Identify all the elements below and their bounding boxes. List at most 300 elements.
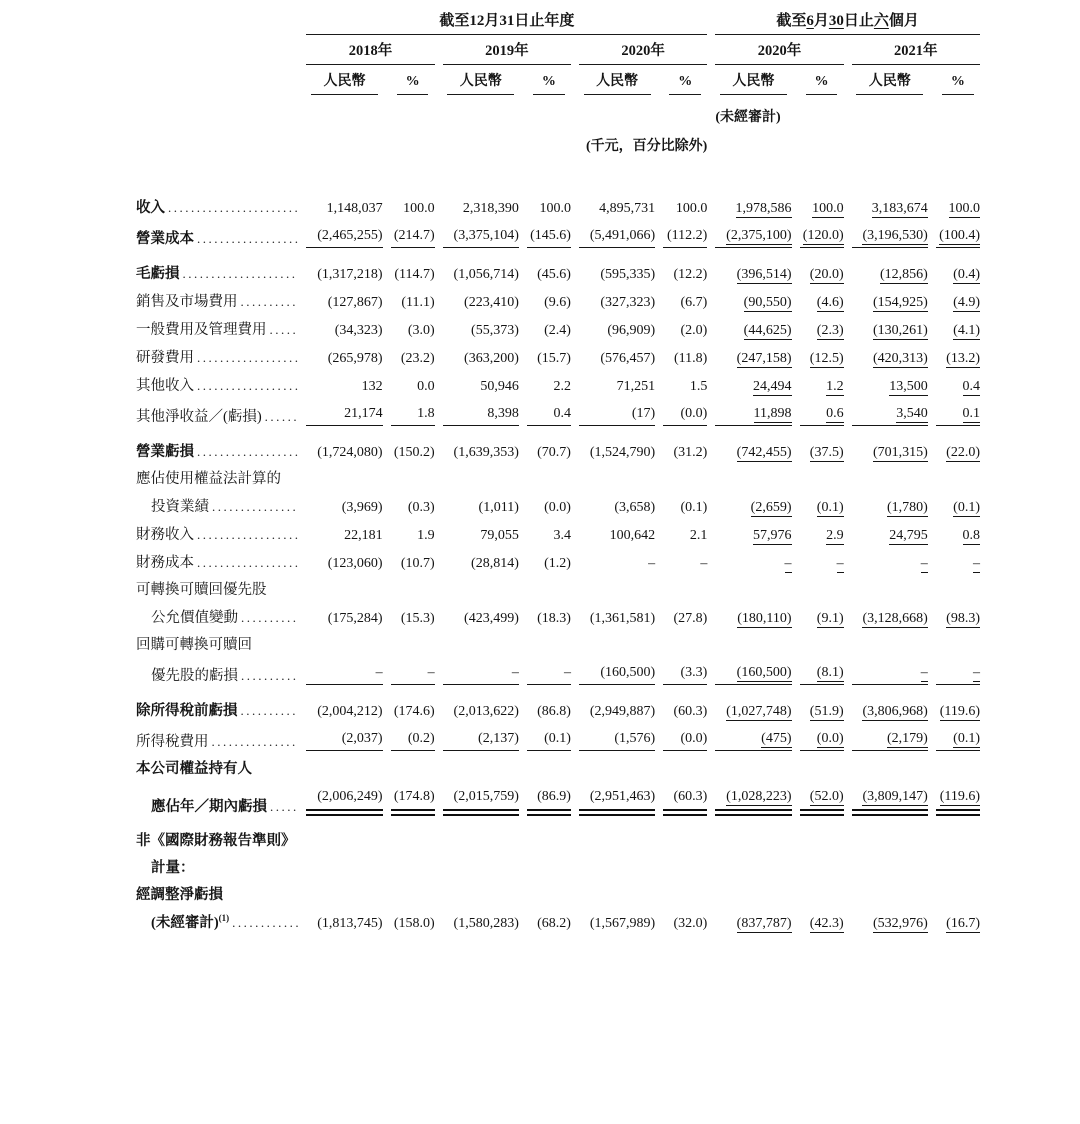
value-cell bbox=[707, 878, 791, 905]
subtotal-rule bbox=[579, 750, 655, 751]
value-cell bbox=[298, 628, 382, 655]
value-cell: 0.4 bbox=[519, 396, 571, 427]
value-cell: (3.3) bbox=[655, 655, 707, 686]
value-cell: (2,037) bbox=[298, 721, 382, 752]
dot-leader bbox=[197, 526, 298, 544]
value-cell: – bbox=[928, 655, 980, 686]
subtotal-rule bbox=[663, 684, 707, 685]
value-cell: (0.0) bbox=[655, 721, 707, 752]
value-cell bbox=[435, 817, 519, 851]
value-cell: (32.0) bbox=[673, 916, 708, 931]
value-cell: 0.1 bbox=[928, 396, 980, 427]
value-cell: (127,867) bbox=[327, 295, 383, 310]
subtotal-rule bbox=[715, 750, 791, 751]
value-cell: – bbox=[519, 655, 571, 686]
value-cell: (3.0) bbox=[407, 323, 435, 338]
value-cell bbox=[571, 628, 655, 655]
value-cell bbox=[435, 462, 519, 489]
period-header-annual bbox=[298, 6, 707, 36]
value-cell bbox=[792, 851, 844, 878]
value-cell: 0.8 bbox=[962, 528, 980, 543]
row-label: 其他淨收益／(虧損) ..... bbox=[128, 396, 298, 427]
year-header-2018: 2018年 bbox=[298, 36, 434, 66]
value-cell bbox=[519, 752, 571, 779]
table-row bbox=[128, 190, 980, 218]
value-cell: (123,060) bbox=[327, 556, 383, 571]
value-cell: (0.1) bbox=[953, 500, 980, 515]
dot-leader bbox=[212, 733, 299, 751]
value-cell: (120.0) bbox=[792, 218, 844, 249]
value-cell: (119.6) bbox=[928, 779, 980, 817]
value-cell: (2.4) bbox=[544, 323, 571, 338]
dot-leader bbox=[197, 377, 298, 395]
value-cell bbox=[298, 878, 382, 905]
row-label: 除所得稅前虧損 ..... bbox=[128, 686, 298, 721]
value-cell: 100.0 bbox=[539, 201, 571, 216]
value-cell: (9.6) bbox=[544, 295, 571, 310]
value-cell: (70.7) bbox=[537, 445, 571, 460]
period-annual-label: 截至12月31日止年度 bbox=[439, 13, 575, 29]
dot-leader bbox=[197, 349, 298, 367]
subtotal-rule bbox=[800, 684, 844, 685]
value-cell: 100.0 bbox=[403, 201, 435, 216]
value-cell: (1,639,353) bbox=[453, 445, 519, 460]
value-cell: (4.9) bbox=[953, 295, 980, 310]
subtotal-rule bbox=[527, 247, 571, 248]
value-cell bbox=[519, 878, 571, 905]
value-cell bbox=[928, 851, 980, 878]
value-cell: (17) bbox=[571, 396, 655, 427]
value-cell bbox=[383, 628, 435, 655]
value-cell bbox=[571, 462, 655, 489]
value-cell: 50,946 bbox=[480, 379, 519, 394]
dot-leader bbox=[241, 702, 299, 720]
value-cell: 11,898 bbox=[707, 396, 791, 427]
value-cell: 13,500 bbox=[889, 379, 928, 394]
year-header-2020: 2020年 bbox=[571, 36, 707, 66]
value-cell: 24,795 bbox=[889, 528, 928, 543]
table-row bbox=[128, 628, 980, 655]
value-cell: (158.0) bbox=[393, 916, 435, 931]
value-cell bbox=[383, 752, 435, 779]
value-cell bbox=[383, 817, 435, 851]
value-cell: (90,550) bbox=[743, 295, 792, 310]
row-label: 可轉換可贖回優先股 bbox=[136, 582, 267, 598]
value-cell: (2,006,249) bbox=[298, 779, 382, 817]
value-cell: (2,179) bbox=[844, 721, 928, 752]
value-cell: (3,375,104) bbox=[435, 218, 519, 249]
value-cell: (60.3) bbox=[673, 704, 708, 719]
total-double-rule bbox=[663, 809, 707, 816]
value-cell bbox=[844, 851, 928, 878]
value-cell: (4.1) bbox=[953, 323, 980, 338]
value-cell: (130,261) bbox=[872, 323, 928, 338]
value-cell: 2.1 bbox=[689, 528, 708, 543]
row-label: 優先股的虧損 ..... bbox=[128, 655, 298, 686]
row-label: 營業成本 ..... bbox=[128, 218, 298, 249]
value-cell bbox=[519, 817, 571, 851]
table-row bbox=[128, 878, 980, 905]
value-cell: (180,110) bbox=[737, 611, 792, 626]
value-cell: (0.4) bbox=[953, 267, 980, 282]
table-row bbox=[128, 600, 980, 628]
value-cell bbox=[707, 628, 791, 655]
dot-leader bbox=[241, 609, 298, 627]
value-cell: 0.0 bbox=[417, 379, 435, 394]
value-cell bbox=[435, 851, 519, 878]
subtotal-rule bbox=[852, 750, 928, 751]
value-cell: (595,335) bbox=[600, 267, 656, 282]
subtotal-rule bbox=[527, 684, 571, 685]
value-cell bbox=[571, 573, 655, 600]
subtotal-rule bbox=[391, 750, 435, 751]
subtotal-rule bbox=[579, 247, 655, 248]
value-cell bbox=[298, 752, 382, 779]
table-row bbox=[128, 517, 980, 545]
value-cell bbox=[298, 462, 382, 489]
subtotal-rule bbox=[936, 247, 980, 248]
value-cell bbox=[707, 752, 791, 779]
value-cell: 1,978,586 bbox=[735, 201, 792, 216]
subtotal-rule bbox=[443, 684, 519, 685]
value-cell: (175,284) bbox=[327, 611, 383, 626]
value-cell bbox=[928, 878, 980, 905]
value-cell: (4.6) bbox=[816, 295, 844, 310]
total-double-rule bbox=[715, 809, 791, 816]
value-cell: (1,028,223) bbox=[707, 779, 791, 817]
value-cell bbox=[844, 573, 928, 600]
dot-leader bbox=[168, 199, 298, 217]
value-cell: (5,491,066) bbox=[571, 218, 655, 249]
value-cell: (51.9) bbox=[809, 704, 844, 719]
value-cell: (45.6) bbox=[537, 267, 571, 282]
value-cell: (1,580,283) bbox=[453, 916, 519, 931]
value-cell: – bbox=[648, 556, 656, 571]
subtotal-rule bbox=[306, 247, 382, 248]
value-cell: (34,323) bbox=[334, 323, 383, 338]
row-label: 應佔使用權益法計算的 bbox=[136, 471, 281, 487]
value-cell bbox=[655, 628, 707, 655]
value-cell: (98.3) bbox=[946, 611, 980, 626]
value-cell: (1,317,218) bbox=[317, 267, 383, 282]
value-cell: (119.6) bbox=[939, 704, 980, 719]
dot-leader bbox=[265, 408, 299, 426]
row-label: 財務收入 ..... bbox=[128, 517, 298, 545]
value-cell: 22,181 bbox=[344, 528, 383, 543]
unit-header-percent: % bbox=[655, 66, 707, 96]
table-row bbox=[128, 396, 980, 427]
table-row bbox=[128, 249, 980, 284]
value-cell: (363,200) bbox=[464, 351, 519, 366]
value-cell bbox=[298, 851, 382, 878]
value-cell bbox=[383, 462, 435, 489]
value-cell bbox=[383, 878, 435, 905]
row-label: 所得稅費用 ..... bbox=[128, 721, 298, 752]
value-cell: (15.3) bbox=[400, 611, 435, 626]
value-cell bbox=[435, 573, 519, 600]
row-label: 一般費用及管理費用 ..... bbox=[128, 312, 298, 340]
value-cell bbox=[519, 628, 571, 655]
dot-leader bbox=[270, 321, 299, 339]
value-cell bbox=[655, 462, 707, 489]
value-cell: – bbox=[435, 655, 519, 686]
value-cell: (11.1) bbox=[401, 295, 435, 310]
dot-leader bbox=[183, 265, 299, 283]
value-cell: (1,361,581) bbox=[589, 611, 656, 626]
value-cell: 1.2 bbox=[826, 379, 844, 394]
dot-leader bbox=[197, 554, 298, 572]
table-row bbox=[128, 312, 980, 340]
value-cell: 100.0 bbox=[812, 201, 844, 216]
value-cell: (114.7) bbox=[394, 267, 435, 282]
value-cell: (12.5) bbox=[809, 351, 844, 366]
total-double-rule bbox=[800, 809, 844, 816]
value-cell: (214.7) bbox=[383, 218, 435, 249]
footnote-marker: (1) bbox=[218, 913, 230, 924]
unit-note: (千元，百分比除外) bbox=[585, 139, 708, 154]
subtotal-rule bbox=[527, 750, 571, 751]
value-cell bbox=[928, 817, 980, 851]
unaudited-note: (未經審計) bbox=[715, 110, 781, 125]
value-cell: (11.8) bbox=[674, 351, 708, 366]
value-cell: (22.0) bbox=[946, 445, 980, 460]
value-cell: 71,251 bbox=[616, 379, 656, 394]
table-row bbox=[128, 752, 980, 779]
value-cell bbox=[792, 628, 844, 655]
financial-summary-table bbox=[128, 6, 980, 933]
table-row bbox=[128, 573, 980, 600]
total-double-rule bbox=[936, 809, 980, 816]
value-cell: – bbox=[383, 655, 435, 686]
total-double-rule bbox=[443, 809, 519, 816]
value-cell: (55,373) bbox=[471, 323, 519, 338]
value-cell: (160,500) bbox=[707, 655, 791, 686]
row-label: 銷售及市場費用 ..... bbox=[128, 284, 298, 312]
total-double-rule bbox=[579, 809, 655, 816]
value-cell: (223,410) bbox=[464, 295, 519, 310]
subtotal-rule bbox=[391, 247, 435, 248]
value-cell: (2,659) bbox=[750, 500, 792, 515]
value-cell: (0.0) bbox=[792, 721, 844, 752]
value-cell bbox=[844, 878, 928, 905]
value-cell bbox=[792, 752, 844, 779]
value-cell: (0.0) bbox=[544, 500, 571, 515]
unit-header-currency: 人民幣 bbox=[707, 66, 791, 96]
row-label: 營業虧損 ..... bbox=[128, 427, 298, 462]
unit-header-currency: 人民幣 bbox=[571, 66, 655, 96]
table-body bbox=[128, 190, 980, 933]
value-cell: (28,814) bbox=[471, 556, 519, 571]
subtotal-rule bbox=[579, 684, 655, 685]
value-cell: 21,174 bbox=[298, 396, 382, 427]
value-cell: (37.5) bbox=[809, 445, 844, 460]
row-label: 研發費用 ..... bbox=[128, 340, 298, 368]
value-cell bbox=[519, 851, 571, 878]
value-cell: (112.2) bbox=[655, 218, 707, 249]
row-label: (未經審計)$^{(1)}$ ..... bbox=[128, 905, 298, 933]
value-cell: (160,500) bbox=[571, 655, 655, 686]
value-cell: (23.2) bbox=[400, 351, 435, 366]
value-cell: (0.1) bbox=[928, 721, 980, 752]
subtotal-rule bbox=[936, 750, 980, 751]
value-cell: 2.2 bbox=[553, 379, 571, 394]
value-cell: 4,895,731 bbox=[599, 201, 656, 216]
value-cell: (18.3) bbox=[537, 611, 571, 626]
value-cell bbox=[298, 573, 382, 600]
value-cell: (3,806,968) bbox=[862, 704, 928, 719]
value-cell: (742,455) bbox=[736, 445, 792, 460]
value-cell: (1,011) bbox=[478, 500, 519, 515]
subtotal-rule bbox=[852, 247, 928, 248]
value-cell bbox=[792, 573, 844, 600]
header-spacer bbox=[128, 156, 980, 190]
value-cell: (86.9) bbox=[519, 779, 571, 817]
value-cell bbox=[707, 573, 791, 600]
dot-leader bbox=[270, 798, 298, 816]
value-cell bbox=[571, 752, 655, 779]
table-row bbox=[128, 489, 980, 517]
table-row bbox=[128, 721, 980, 752]
value-cell: (0.1) bbox=[816, 500, 844, 515]
value-cell: (1,813,745) bbox=[317, 916, 383, 931]
table-row bbox=[128, 779, 980, 817]
subtotal-rule bbox=[936, 684, 980, 685]
subtotal-rule bbox=[663, 750, 707, 751]
subtotal-rule bbox=[936, 425, 980, 426]
value-cell: (420,313) bbox=[872, 351, 928, 366]
value-cell: (1.2) bbox=[544, 556, 571, 571]
value-cell: (396,514) bbox=[736, 267, 792, 282]
value-cell bbox=[519, 573, 571, 600]
value-cell: 2.9 bbox=[826, 528, 844, 543]
value-cell: 1,148,037 bbox=[326, 201, 383, 216]
row-label: 財務成本 ..... bbox=[128, 545, 298, 573]
value-cell: (2,004,212) bbox=[317, 704, 383, 719]
value-cell bbox=[435, 878, 519, 905]
value-cell bbox=[928, 628, 980, 655]
value-cell bbox=[298, 817, 382, 851]
table-row bbox=[128, 545, 980, 573]
value-cell: (1,524,790) bbox=[589, 445, 656, 460]
value-cell: 24,494 bbox=[753, 379, 792, 394]
total-double-rule bbox=[527, 809, 571, 816]
value-cell: (2,465,255) bbox=[298, 218, 382, 249]
value-cell: (60.3) bbox=[655, 779, 707, 817]
value-cell: (52.0) bbox=[792, 779, 844, 817]
value-cell: 3.4 bbox=[553, 528, 571, 543]
value-cell: (12.2) bbox=[673, 267, 708, 282]
value-cell bbox=[655, 573, 707, 600]
value-cell bbox=[435, 752, 519, 779]
year-header-2021-interim: 2021年 bbox=[844, 36, 980, 66]
value-cell: 2,318,390 bbox=[462, 201, 519, 216]
value-cell: (3,658) bbox=[614, 500, 656, 515]
value-cell bbox=[707, 817, 791, 851]
value-cell bbox=[928, 462, 980, 489]
value-cell: (3,128,668) bbox=[862, 611, 928, 626]
value-cell bbox=[928, 573, 980, 600]
value-cell bbox=[844, 817, 928, 851]
subtotal-rule bbox=[443, 247, 519, 248]
value-cell: (837,787) bbox=[736, 916, 792, 931]
value-cell: 3,540 bbox=[844, 396, 928, 427]
table-row bbox=[128, 817, 980, 851]
value-cell bbox=[707, 851, 791, 878]
value-cell: 0.6 bbox=[792, 396, 844, 427]
total-double-rule bbox=[391, 809, 435, 816]
value-cell: (247,158) bbox=[736, 351, 792, 366]
value-cell: (13.2) bbox=[946, 351, 980, 366]
value-cell bbox=[383, 851, 435, 878]
value-cell: (15.7) bbox=[537, 351, 571, 366]
table-row bbox=[128, 368, 980, 396]
unit-header-currency: 人民幣 bbox=[298, 66, 382, 96]
subtotal-rule bbox=[443, 750, 519, 751]
value-cell: (423,499) bbox=[464, 611, 519, 626]
value-cell: (1,567,989) bbox=[589, 916, 656, 931]
dot-leader bbox=[197, 230, 298, 248]
dot-leader bbox=[232, 914, 298, 932]
value-cell: (0.3) bbox=[407, 500, 435, 515]
unit-header-row bbox=[128, 66, 980, 96]
subtotal-rule bbox=[715, 247, 791, 248]
subtotal-rule bbox=[306, 684, 382, 685]
value-cell: (154,925) bbox=[872, 295, 928, 310]
subtotal-rule bbox=[391, 684, 435, 685]
value-cell: (327,323) bbox=[600, 295, 656, 310]
value-cell: (0.1) bbox=[519, 721, 571, 752]
corner-cell bbox=[128, 6, 298, 36]
subtotal-rule bbox=[800, 247, 844, 248]
period-annual-rule bbox=[306, 34, 707, 35]
value-cell: 132 bbox=[361, 379, 383, 394]
unit-header-percent: % bbox=[792, 66, 844, 96]
table-row bbox=[128, 905, 980, 933]
value-cell: 1.5 bbox=[689, 379, 708, 394]
table-row bbox=[128, 284, 980, 312]
value-cell: (2,015,759) bbox=[435, 779, 519, 817]
value-cell: (1,724,080) bbox=[317, 445, 383, 460]
value-cell bbox=[655, 878, 707, 905]
row-label: 經調整淨虧損 bbox=[136, 887, 223, 903]
value-cell bbox=[655, 851, 707, 878]
value-cell: (100.4) bbox=[928, 218, 980, 249]
table-row bbox=[128, 686, 980, 721]
value-cell: 8,398 bbox=[435, 396, 519, 427]
unit-header-currency: 人民幣 bbox=[435, 66, 519, 96]
value-cell bbox=[844, 752, 928, 779]
value-cell bbox=[571, 878, 655, 905]
row-label: 投資業績 ..... bbox=[128, 489, 298, 517]
value-cell: (0.0) bbox=[655, 396, 707, 427]
value-cell bbox=[435, 628, 519, 655]
value-cell: (9.1) bbox=[816, 611, 844, 626]
value-cell: – bbox=[784, 556, 792, 571]
value-cell: (174.6) bbox=[393, 704, 435, 719]
value-cell bbox=[655, 817, 707, 851]
value-cell: (68.2) bbox=[537, 916, 571, 931]
subtotal-rule bbox=[800, 750, 844, 751]
value-cell: 79,055 bbox=[480, 528, 519, 543]
dot-leader bbox=[241, 667, 298, 685]
subtotal-rule bbox=[715, 425, 791, 426]
value-cell bbox=[707, 462, 791, 489]
period-interim-rule bbox=[715, 34, 980, 35]
value-cell bbox=[792, 878, 844, 905]
value-cell: (20.0) bbox=[809, 267, 844, 282]
year-header-2019: 2019年 bbox=[435, 36, 571, 66]
value-cell: (1,780) bbox=[886, 500, 928, 515]
